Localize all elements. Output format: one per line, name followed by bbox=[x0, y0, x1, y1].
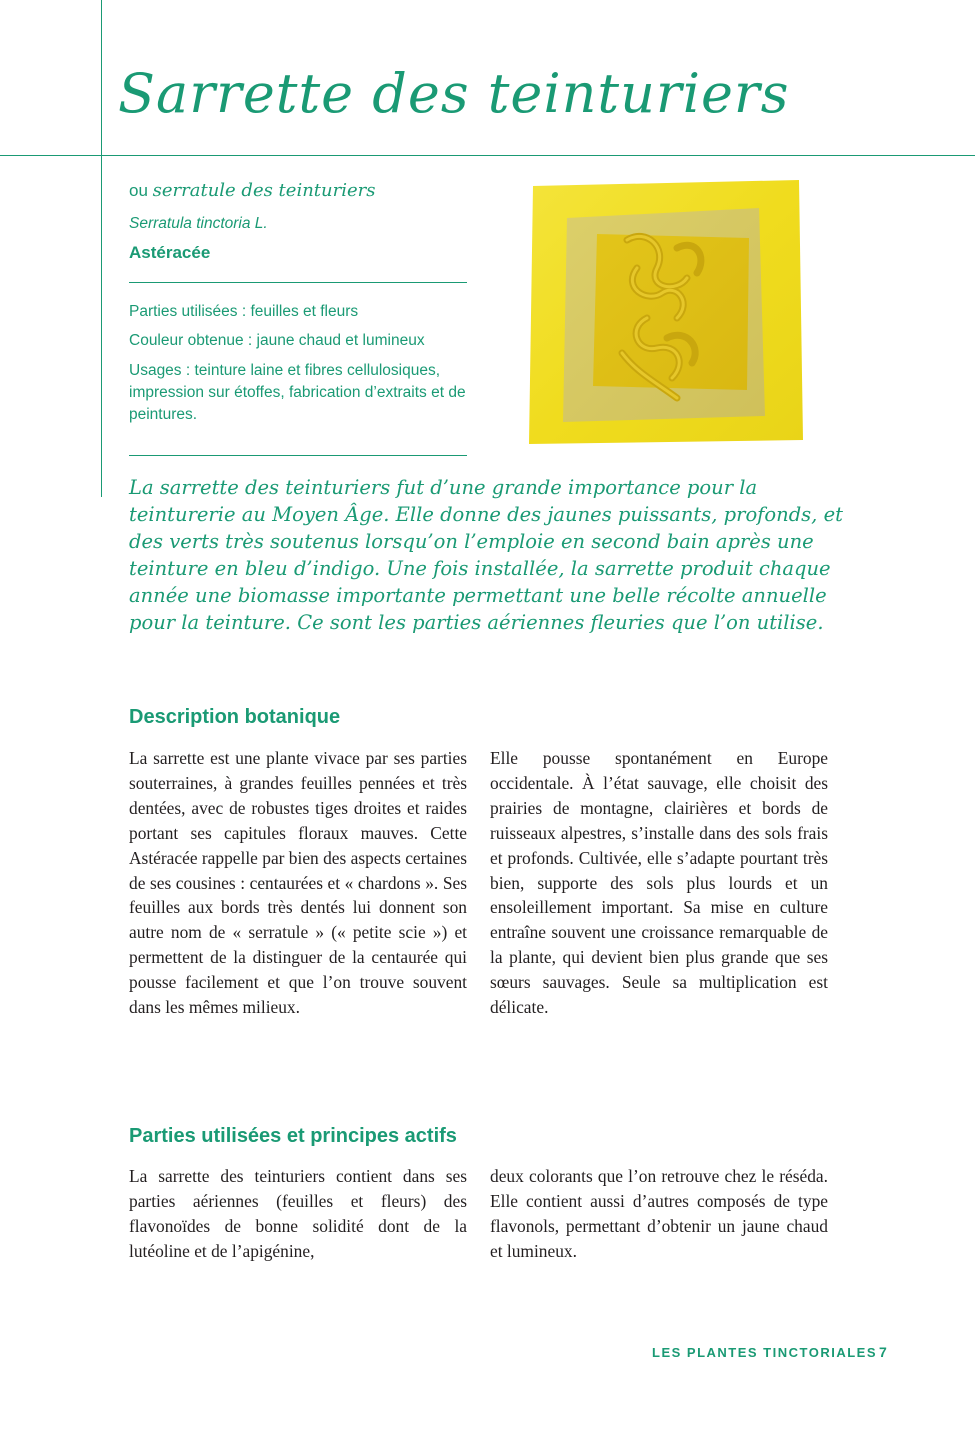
color-obtained: Couleur obtenue : jaune chaud et lumineux bbox=[129, 332, 425, 349]
description-column-2: Elle pousse spontanément en Europe occidentale. À l’état sauvage, elle choisit des prairies de montagne, clairières et bords de ruisseaux alpestres, s’installe dans des sols frais et profonds. Cultivée, elle s’adapte pourtant très bien, supporte des sols plus lourds et un ensoleillement important. Sa mise en culture entraîne souvent une croissance remarquable de la plante, qui devient bien plus grande que ses sœurs sauvages. Seule sa multiplication est délicate. bbox=[490, 748, 828, 1018]
info-rule-bottom bbox=[129, 455, 467, 456]
intro-paragraph: La sarrette des teinturiers fut d’une grande importance pour la teinturerie au Moyen Âge. Elle donne des jaunes puissants, profonds, et des verts très soutenus lorsqu’on l’emploie en second bain après une teinture en bleu d’indigo. Une fois installée, la sarrette produit chaque année une biomasse importante permettant une belle récolte annuelle pour la teinture. Ce sont les parties aériennes fleuries que l’on utilise. bbox=[129, 476, 843, 634]
page-title: Sarrette des teinturiers bbox=[118, 62, 790, 125]
principles-column-1: La sarrette des teinturiers contient dans ses parties aériennes (feuilles et fleurs) des flavonoïdes de bonne solidité dont de la lutéoline et de l’apigénine, bbox=[129, 1166, 467, 1261]
alternate-name bbox=[129, 180, 469, 201]
section-heading-description: Description botanique bbox=[129, 706, 341, 728]
page-number: 7 bbox=[879, 1344, 887, 1360]
principles-column-2: deux colorants que l’on retrouve chez le réséda. Elle contient aussi d’autres composés de type flavonols, permettant d’obtenir un jaune chaud et lumineux. bbox=[490, 1166, 828, 1261]
alternate-name-text: serratule des teinturiers bbox=[152, 180, 376, 201]
title-horizontal-rule bbox=[0, 155, 975, 156]
latin-name: Serratula tinctoria L. bbox=[129, 215, 268, 232]
parts-used: Parties utilisées : feuilles et fleurs bbox=[129, 303, 359, 320]
running-title: LES PLANTES TINCTORIALES bbox=[652, 1345, 877, 1360]
alternate-name-prefix: ou bbox=[129, 181, 153, 200]
usages: Usages : teinture laine et fibres cellulosiques, impression sur étoffes, fabrication d’extraits et de peintures. bbox=[129, 362, 466, 423]
margin-vertical-rule bbox=[101, 0, 102, 497]
plant-family: Astéracée bbox=[129, 243, 211, 262]
section-heading-active-principles: Parties utilisées et principes actifs bbox=[129, 1125, 457, 1147]
dyed-fabric-photo bbox=[527, 178, 805, 446]
info-rule-top bbox=[129, 282, 467, 283]
description-column-1: La sarrette est une plante vivace par ses parties souterraines, à grandes feuilles pennées et très dentées, avec de robustes tiges droites et raides portant ses capitules floraux mauves. Cette Astéracée rappelle par bien des aspects certaines de ses cousines : centaurées et « chardons ». Ses feuilles aux bords très dentés lui donnent son autre nom de « serratule » (« petite scie ») et permettent de la distinguer de la centaurée qui pousse facilement et que l’on trouve souvent dans les mêmes milieux. bbox=[129, 748, 467, 1018]
